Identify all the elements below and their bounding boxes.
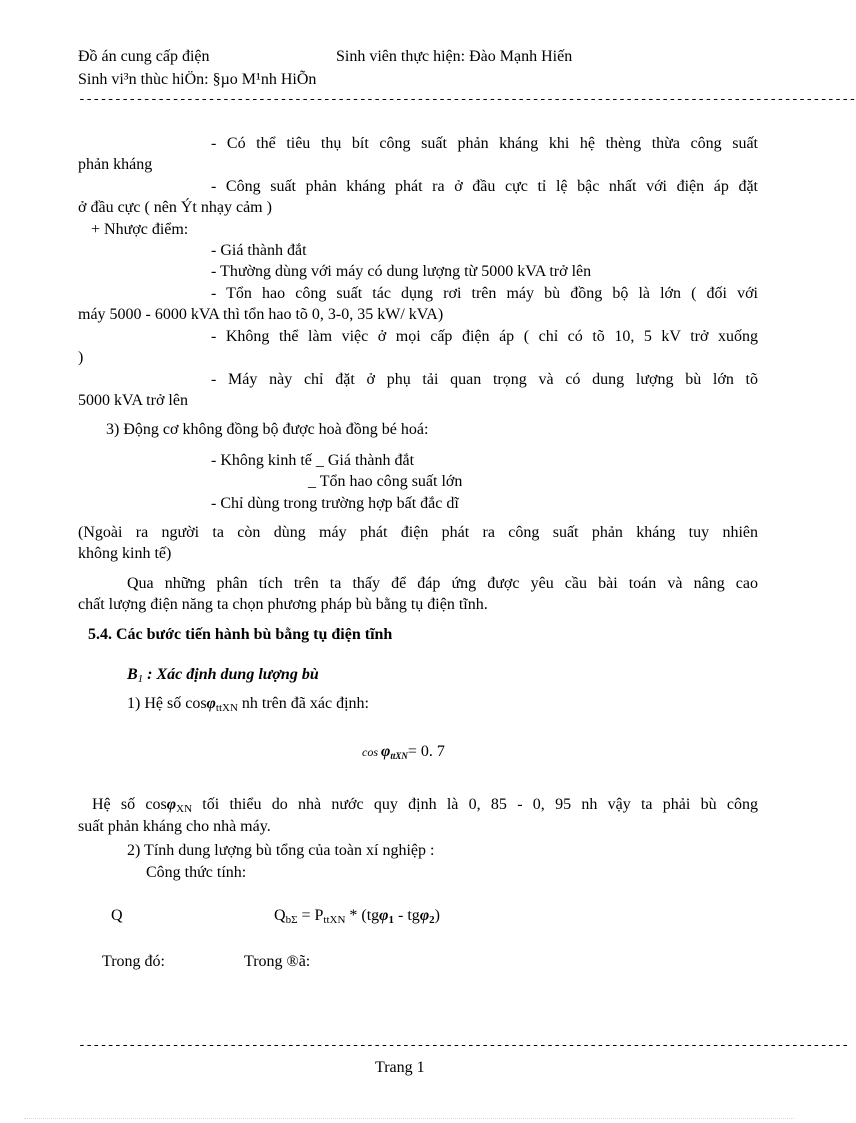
item-3-heading: 3) Động cơ không đồng bộ được hoà đồng bé hoá: — [106, 421, 429, 438]
step-b1-heading: $B_1$ : Xác định dung lượng bù — [127, 666, 319, 685]
formula-compensation: $Q_{b\Sigma} = P_{ttXN} * (tg\varphi_1 - tg\varphi_2)$ — [274, 907, 440, 926]
item-3-point: - Không kinh tế _ Giá thành đắt — [211, 452, 415, 469]
disadvantage-item: - Không thể làm việc ở mọi cấp điện áp ( chỉ có tõ 10, 5 kV trở xuống — [211, 328, 758, 345]
formula-label: Công thức tính: — [146, 864, 247, 881]
conclusion-paragraph-line: chất lượng điện năng ta chọn phương pháp bù bằng tụ điện tĩnh. — [78, 596, 488, 613]
disadvantage-item-continuation: ) — [78, 349, 84, 366]
where-label-legacy-encoding: Trong ®ã: — [244, 953, 311, 970]
formula-q-label: Q — [111, 907, 123, 924]
where-label: Trong đó: — [102, 953, 165, 970]
footer-rule: ----------------------------------------------------------------------------------------------------------- — [78, 1038, 849, 1053]
formula-cos-phi: $\cos \varphi_{ttXN}= 0$. 7 — [362, 743, 445, 761]
disadvantage-item-continuation: 5000 kVA trở lên — [78, 392, 188, 409]
disadvantage-item: - Thường dùng với máy có dung lượng từ 5000 kVA trở lên — [211, 263, 592, 280]
advantage-item-continuation: phản kháng — [78, 156, 153, 173]
advantage-item-line: - Công suất phản kháng phát ra ở đầu cực tỉ lệ bậc nhất với điện áp đặt — [211, 178, 758, 195]
header-doc-title: Đồ án cung cấp điện — [78, 48, 210, 65]
page-edge-dotted-line — [24, 1118, 794, 1119]
advantage-item-continuation: ở đầu cực ( nên Ýt nhạy cảm ) — [78, 199, 272, 216]
header-author: Sinh viên thực hiện: Đào Mạnh Hiến — [336, 48, 573, 65]
note-paragraph-line: không kinh tế) — [78, 545, 172, 562]
item-3-point: - Chỉ dùng trong trường hợp bất đắc dĩ — [211, 495, 459, 512]
step-2-text: 2) Tính dung lượng bù tổng của toàn xí nghiệp : — [127, 842, 435, 859]
disadvantage-item: - Giá thành đắt — [211, 242, 307, 259]
disadvantage-item-continuation: máy 5000 - 6000 kVA thì tổn hao tõ 0, 3-0, 35 kW/ kVA) — [78, 306, 444, 323]
header-author-legacy-encoding: Sinh vi³n thùc hiÖn: §µo M¹nh HiÕn — [78, 71, 317, 88]
item-3-point-continuation: _ Tổn hao công suất lớn — [308, 473, 463, 490]
disadvantage-item: - Máy này chỉ đặt ở phụ tải quan trọng và có dung lượng bù lớn tõ — [211, 371, 758, 388]
advantage-item-line: - Có thể tiêu thụ bít công suất phản kháng khi hệ thèng thừa công suất — [211, 135, 758, 152]
disadvantage-heading: + Nhược điểm: — [91, 221, 189, 238]
requirement-paragraph-line: suất phản kháng cho nhà máy. — [78, 818, 271, 835]
header-rule: ------------------------------------------------------------------------------------------------------------ — [78, 92, 856, 107]
section-heading: 5.4. Các bước tiến hành bù bằng tụ điện tĩnh — [88, 626, 393, 643]
note-paragraph-line: (Ngoài ra người ta còn dùng máy phát điện phát ra công suất phản kháng tuy nhiên — [78, 524, 758, 541]
conclusion-paragraph-line: Qua những phân tích trên ta thấy để đáp ứng được yêu cầu bài toán và nâng cao — [127, 575, 758, 592]
step-1-text: 1) Hệ số cosφ$_{ttXN}$ nh trên đã xác định: — [127, 695, 369, 714]
page-number: Trang 1 — [375, 1059, 425, 1076]
disadvantage-item: - Tổn hao công suất tác dụng rơi trên máy bù đồng bộ là lớn ( đối với — [211, 285, 758, 302]
requirement-paragraph-line: Hệ số cosφ$_{XN}$ tối thiểu do nhà nước quy định là 0, 85 - 0, 95 nh vậy ta phải bù công — [92, 796, 758, 815]
